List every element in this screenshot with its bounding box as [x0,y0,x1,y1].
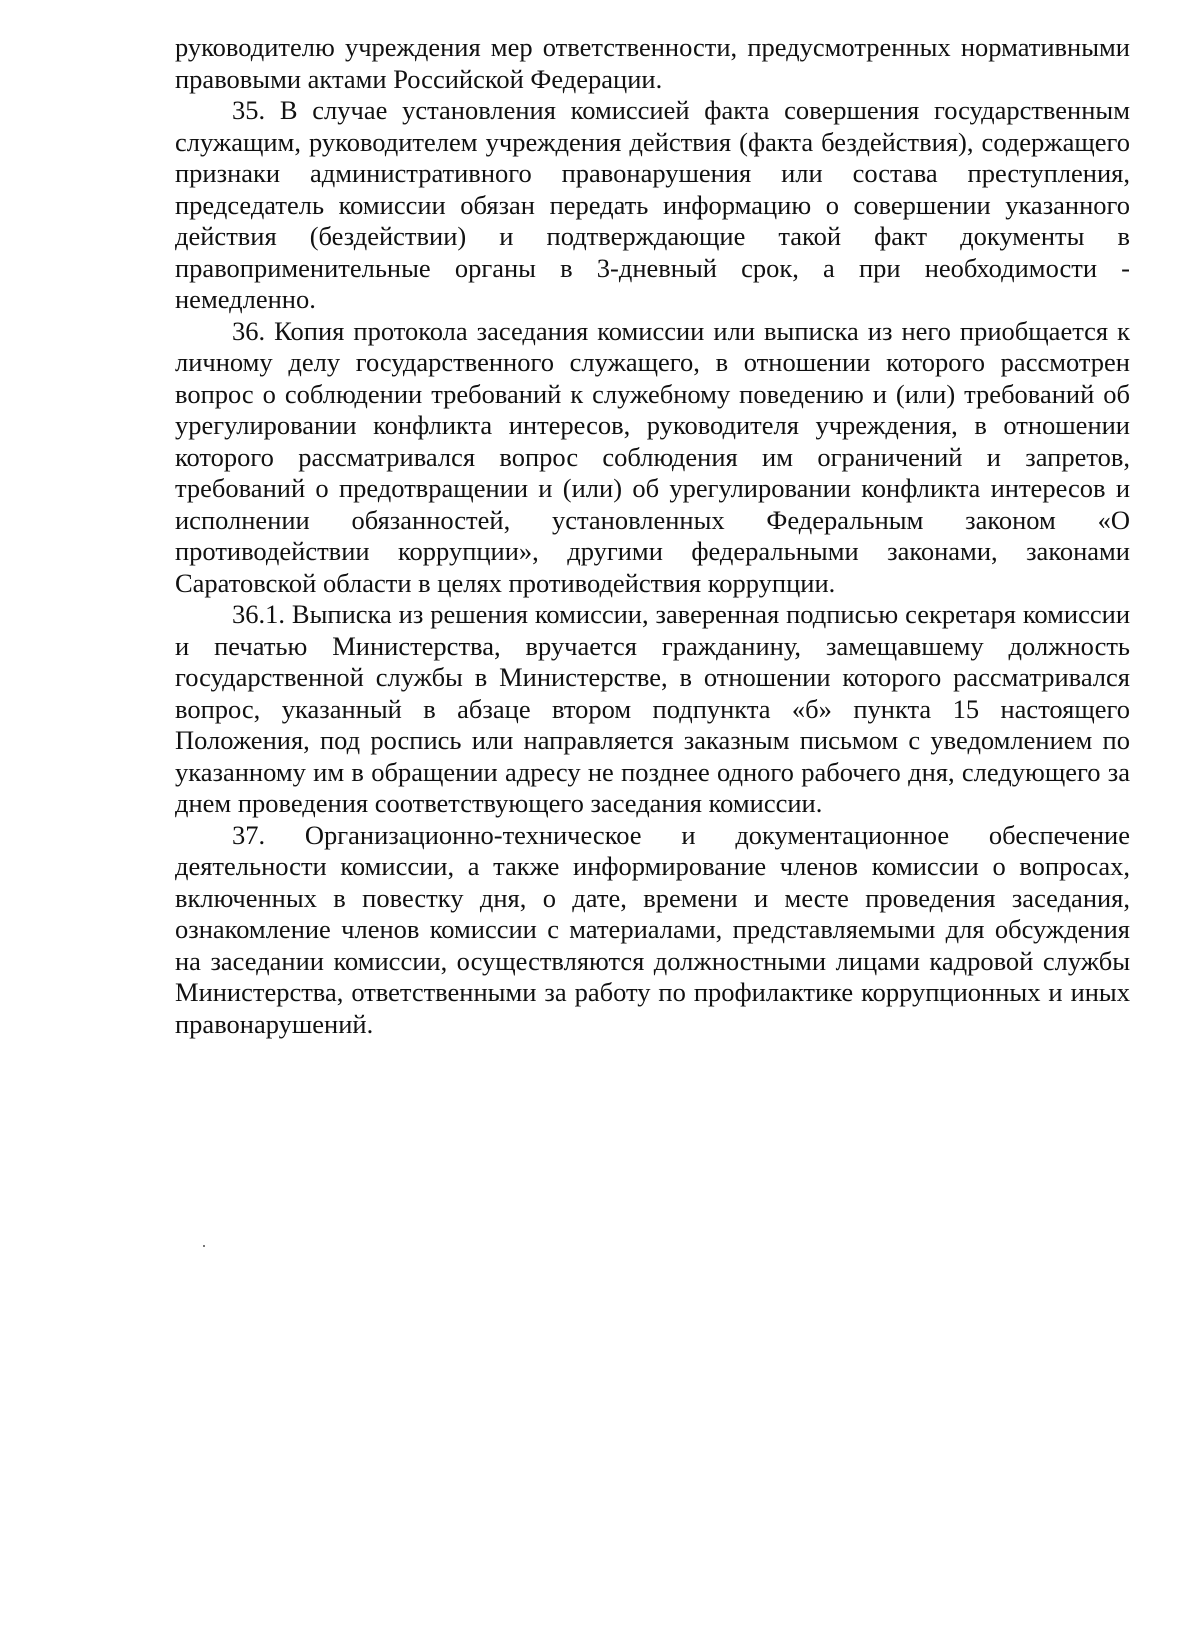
scan-speck [203,1245,205,1247]
paragraph-36: 36. Копия протокола заседания комиссии или выписка из него приобщается к личному делу государственного служащего, в отношении которого рассмотрен вопрос о соблюдении требований к служебному поведению и (или) требований об урегулировании конфликта интересов, руководителя учреждения, в отношении которого рассматривался вопрос соблюдения им ограничений и запретов, требований о предотвращении и (или) об урегулировании конфликта интересов и исполнении обязанностей, установленных Федеральным законом «О противодействии коррупции», другими федеральными законами, законами Саратовской области в целях противодействия коррупции. [175,315,1130,598]
document-page [175,32,1130,1040]
paragraph-continuation: руководителю учреждения мер ответственности, предусмотренных нормативными правовыми актами Российской Федерации. [175,32,1130,94]
paragraph-36-1: 36.1. Выписка из решения комиссии, заверенная подписью секретаря комиссии и печатью Министерства, вручается гражданину, замещавшему должность государственной службы в Министерстве, в отношении которого рассматривался вопрос, указанный в абзаце втором подпункта «б» пункта 15 настоящего Положения, под роспись или направляется заказным письмом с уведомлением по указанному им в обращении адресу не позднее одного рабочего дня, следующего за днем проведения соответствующего заседания комиссии. [175,599,1130,818]
paragraph-37: 37. Организационно-техническое и документационное обеспечение деятельности комиссии, а также информирование членов комиссии о вопросах, включенных в повестку дня, о дате, времени и месте проведения заседания, ознакомление членов комиссии с материалами, представляемыми для обсуждения на заседании комиссии, осуществляются должностными лицами кадровой службы Министерства, ответственными за работу по профилактике коррупционных и иных правонарушений. [175,819,1130,1039]
paragraph-35: 35. В случае установления комиссией факта совершения государственным служащим, руководителем учреждения действия (факта бездействия), содержащего признаки административного правонарушения или состава преступления, председатель комиссии обязан передать информацию о совершении указанного действия (бездействии) и подтверждающие такой факт документы в правоприменительные органы в 3-дневный срок, а при необходимости - немедленно. [175,95,1130,314]
